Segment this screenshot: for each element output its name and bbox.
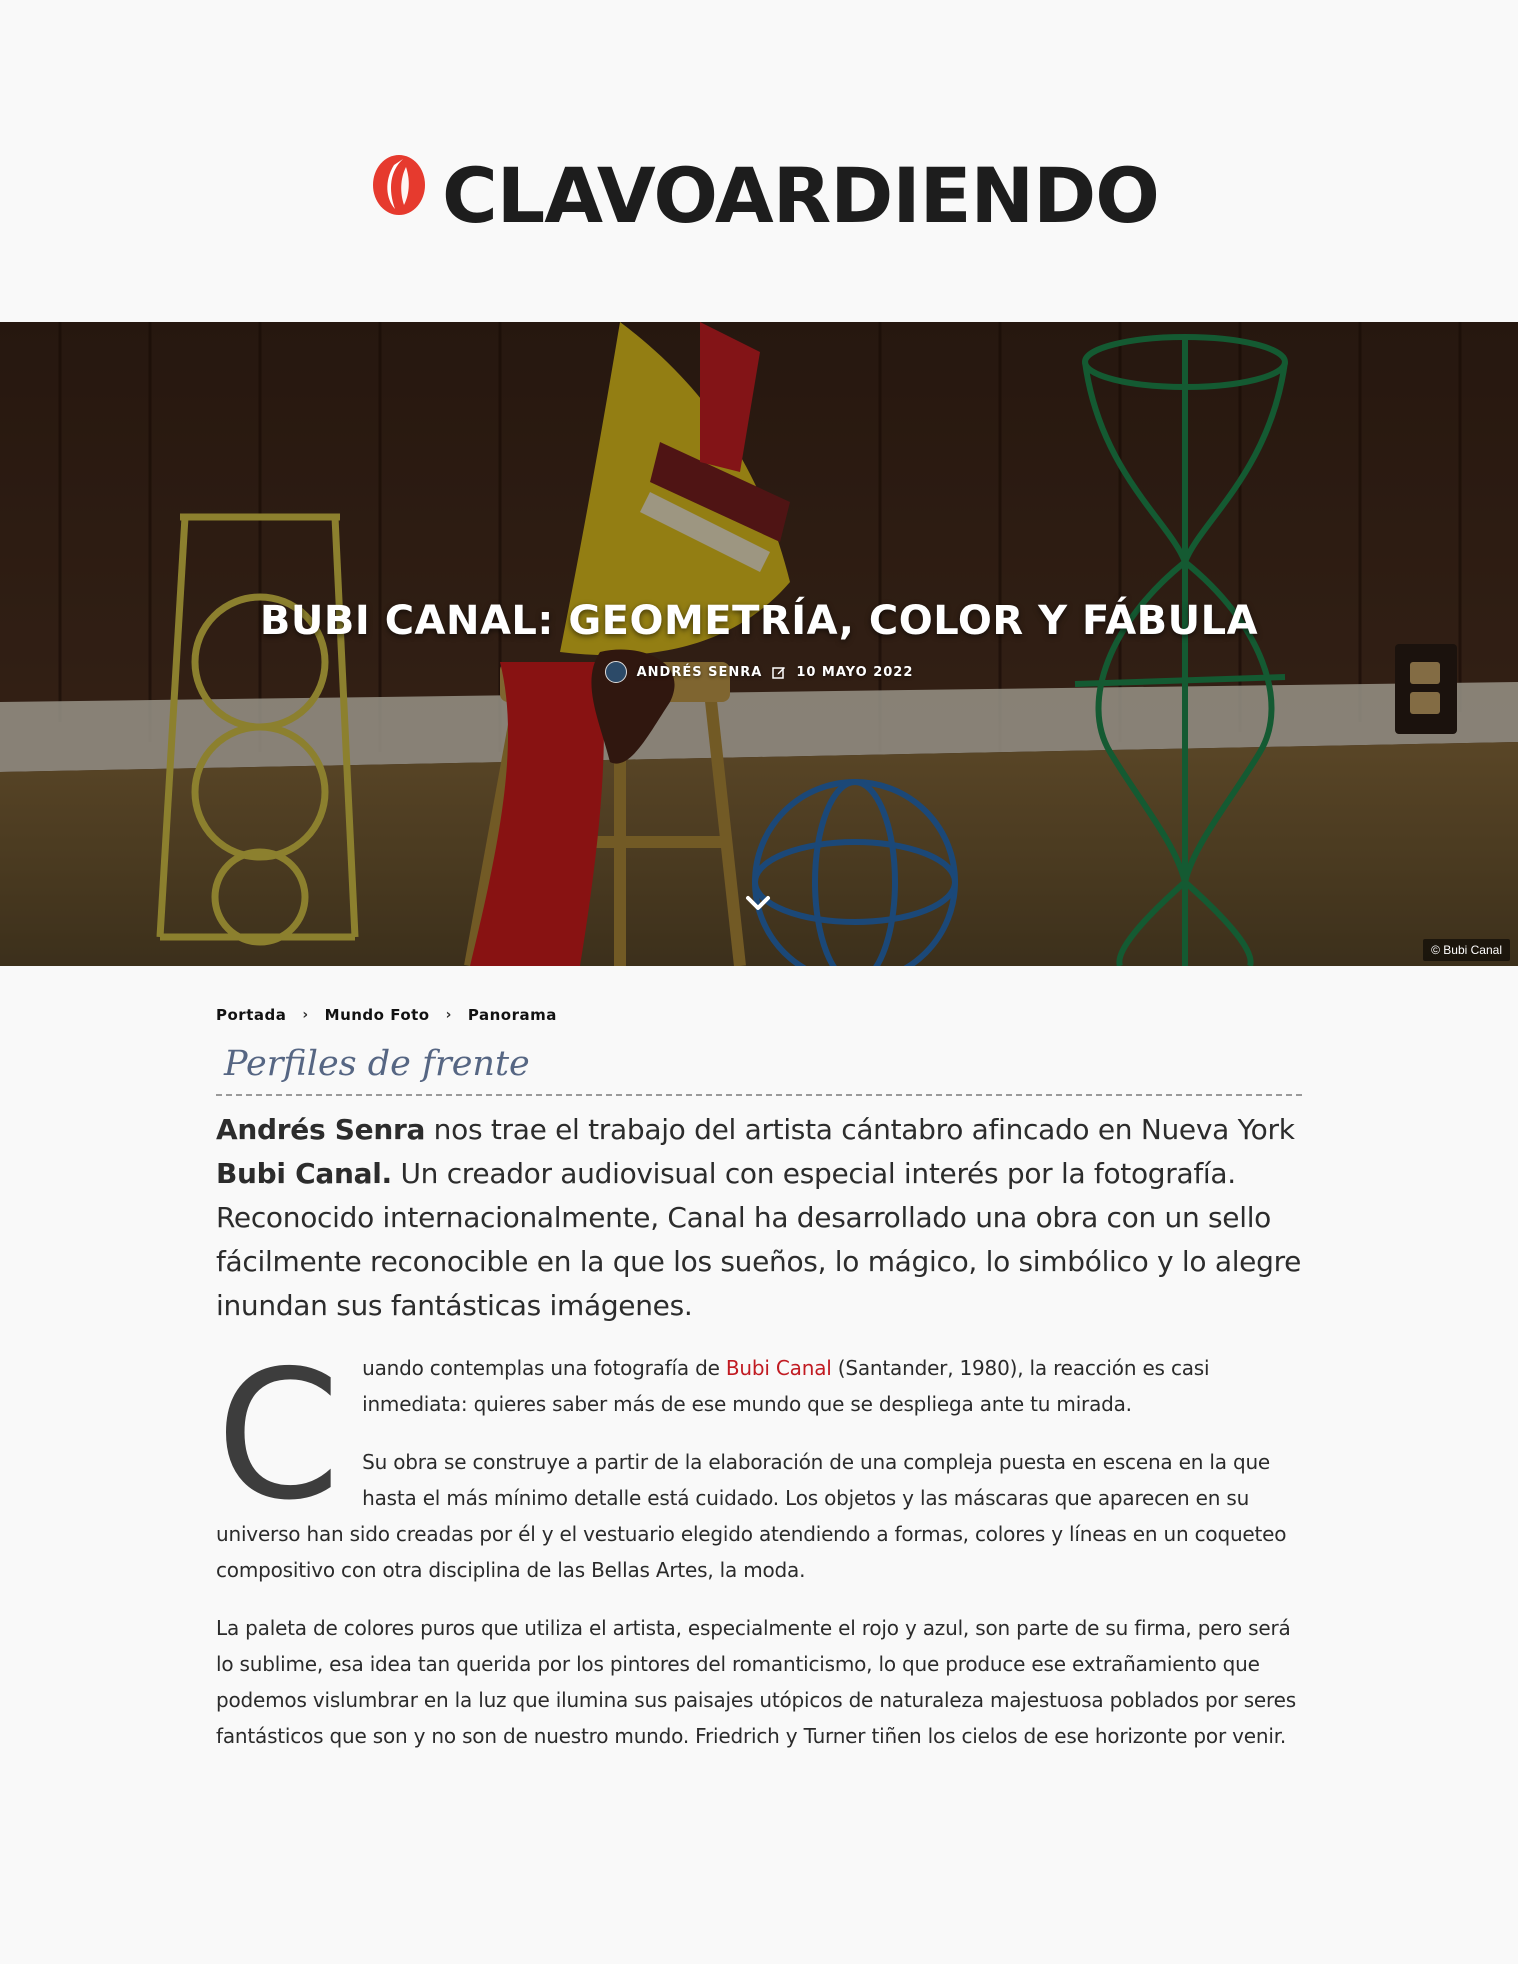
artist-link[interactable]: Bubi Canal	[725, 1356, 832, 1380]
article-title: BUBI CANAL: GEOMETRÍA, COLOR Y FÁBULA	[259, 598, 1259, 644]
hero-photo	[0, 322, 1518, 966]
lead-text-1: nos trae el trabajo del artista cántabro afincado en Nueva York	[425, 1113, 1295, 1146]
article-meta	[0, 661, 1518, 683]
site-header	[0, 0, 1518, 322]
photo-credit: © Bubi Canal	[1423, 939, 1510, 961]
lead-text-2: Un creador audiovisual con especial interés por la fotografía. Reconocido internacionalmente, Canal ha desarrollado una obra con un sello fácilmente reconocible en la que los sueños, lo mágico, lo simbólico y lo alegre inundan sus fantásticas imágenes.	[216, 1157, 1302, 1322]
breadcrumb-item-portada[interactable]: Portada	[216, 1006, 287, 1024]
breadcrumb	[216, 1006, 557, 1024]
breadcrumb-item-panorama[interactable]: Panorama	[467, 1006, 557, 1024]
flame-logo-icon	[370, 151, 428, 219]
article-lead	[216, 1108, 1302, 1328]
author-avatar[interactable]	[605, 661, 627, 683]
logo-wordmark: CLAVOARDIENDO	[442, 151, 1159, 240]
chevron-down-icon[interactable]	[742, 890, 774, 916]
paragraph-2: Su obra se construye a partir de la elaboración de una compleja puesta en escena en la que hasta el más mínimo detalle está cuidado. Los objetos y las máscaras que aparecen en su universo han sido creadas por él y el vestuario elegido atendiendo a formas, colores y líneas en un coqueteo compositivo con otra disciplina de las Bellas Artes, la moda.	[216, 1450, 1287, 1582]
publish-date: 10 MAYO 2022	[796, 664, 914, 680]
chevron-right-icon: ›	[302, 1007, 309, 1023]
section-heading	[216, 1040, 1302, 1096]
section-heading-text: Perfiles de frente	[224, 1044, 530, 1084]
dropcap: C	[216, 1332, 341, 1539]
author-link[interactable]: ANDRÉS SENRA	[636, 664, 763, 680]
edit-icon	[772, 665, 786, 679]
paragraph-1	[216, 1332, 1302, 1588]
breadcrumb-item-mundo-foto[interactable]: Mundo Foto	[324, 1006, 430, 1024]
paragraph-3: La paleta de colores puros que utiliza el artista, especialmente el rojo y azul, son parte de su firma, pero será lo sublime, esa idea tan querida por los pintores del romanticismo, lo que produce ese extrañamiento que podemos vislumbrar en la luz que ilumina sus paisajes utópicos de naturaleza majestuosa poblados por seres fantásticos que son y no son de nuestro mundo. Friedrich y Turner tiñen los cielos de ese horizonte por venir.	[216, 1616, 1296, 1748]
para1-after: (Santander, 1980), la reacción es casi inmediata: quieres saber más de ese mundo que se despliega ante tu mirada.	[362, 1356, 1210, 1416]
lead-artist: Bubi Canal.	[216, 1157, 392, 1190]
chevron-right-icon: ›	[445, 1007, 452, 1023]
article-body	[216, 1108, 1302, 1754]
lead-author: Andrés Senra	[216, 1113, 426, 1146]
hero-banner	[0, 322, 1518, 966]
para1-before: uando contemplas una fotografía de	[362, 1356, 726, 1380]
site-logo[interactable]	[370, 146, 1159, 246]
